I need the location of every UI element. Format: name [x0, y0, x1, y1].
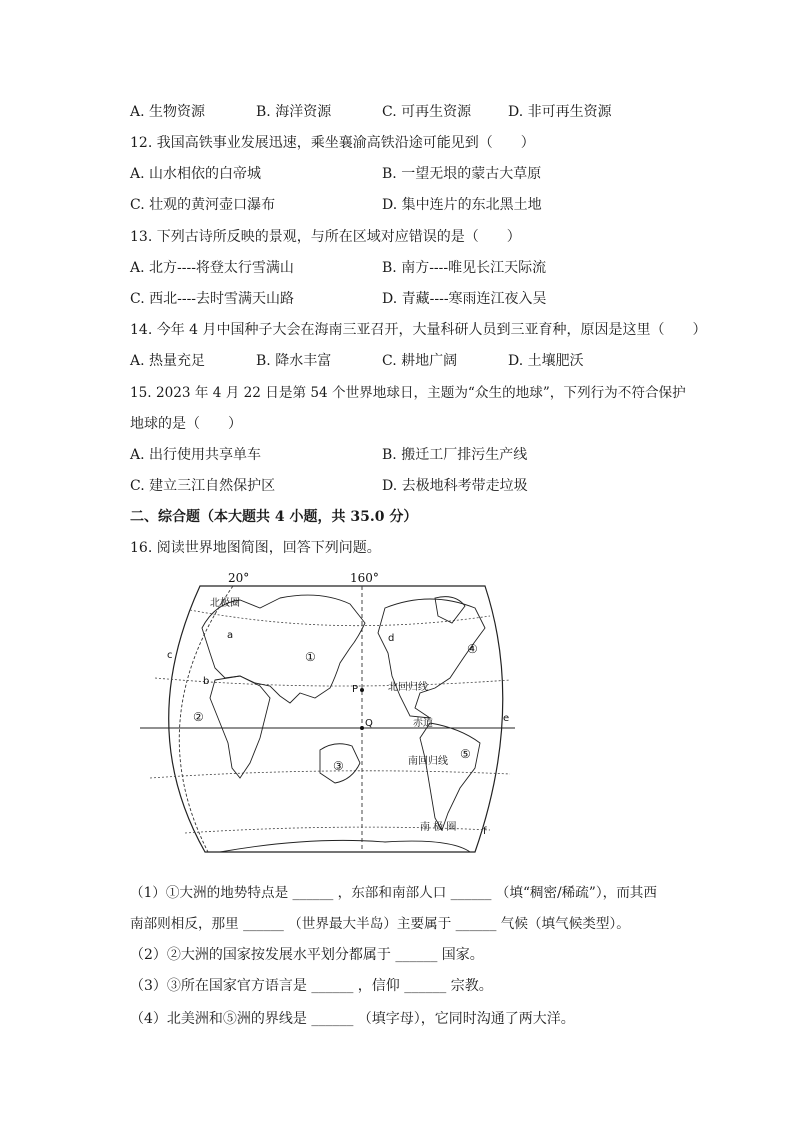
- q14-option-a: A. 热量充足: [130, 353, 206, 369]
- q16-sub1-line2: 南部则相反，那里 ______ （世界最大半岛）主要属于 ______ 气候（填气候类型）。: [130, 916, 630, 932]
- q14-stem: 14. 今年 4 月中国种子大会在海南三亚召开，大量科研人员到三亚育种，原因是这里（ ）: [130, 322, 707, 338]
- q13-option-a: A. 北方----将登太行雪满山: [130, 260, 294, 276]
- q13-stem: 13. 下列古诗所反映的景观，与所在区域对应错误的是（ ）: [130, 229, 521, 245]
- q11-option-a: A. 生物资源: [130, 104, 206, 120]
- continent-4-label: ④: [467, 642, 478, 656]
- q15-stem-line1: 15. 2023 年 4 月 22 日是第 54 个世界地球日，主题为“众生的地球”，下列行为不符合保护: [130, 385, 686, 401]
- label-e: e: [503, 713, 510, 724]
- q15-stem-line2: 地球的是（ ）: [130, 416, 242, 432]
- lon-20-label: 20°: [228, 571, 250, 585]
- world-map: [130, 568, 510, 870]
- continent-3-label: ③: [333, 759, 344, 773]
- q16-sub1-line1: （1）①大洲的地势特点是 ______ ，东部和南部人口 ______ （填“稠密/稀疏”），而其西: [130, 885, 657, 901]
- point-q-marker: [360, 726, 364, 730]
- continent-1-label: ①: [305, 650, 316, 664]
- tropic-capricorn-label: 南回归线: [408, 756, 448, 767]
- label-p: P: [352, 684, 359, 695]
- q11-option-d: D. 非可再生资源: [508, 104, 612, 120]
- q16-sub3: （3）③所在国家官方语言是 ______ ，信仰 ______ 宗教。: [130, 978, 493, 994]
- continent-5-label-visible: ⑤: [460, 747, 471, 761]
- label-a: a: [227, 630, 234, 641]
- label-q: Q: [365, 718, 373, 729]
- q16-sub4: （4）北美洲和⑤洲的界线是 ______ （填字母），它同时沟通了两大洋。: [130, 1011, 575, 1027]
- q11-option-c: C. 可再生资源: [382, 104, 472, 120]
- q14-option-c: C. 耕地广阔: [382, 353, 458, 369]
- q14-option-d: D. 土壤肥沃: [508, 353, 584, 369]
- q16-stem: 16. 阅读世界地图简图，回答下列问题。: [130, 540, 381, 556]
- q12-option-a: A. 山水相依的白帝城: [130, 166, 262, 182]
- label-f: f: [483, 826, 487, 837]
- continent-2-label: ②: [193, 710, 204, 724]
- label-c: c: [167, 650, 173, 661]
- q12-option-d: D. 集中连片的东北黑土地: [382, 197, 542, 213]
- antarctic-circle-label: 南 极 圈: [420, 822, 457, 833]
- lon-160-label: 160°: [350, 571, 379, 585]
- q14-option-b: B. 降水丰富: [256, 353, 332, 369]
- q15-option-b: B. 搬迁工厂排污生产线: [382, 447, 528, 463]
- tropic-cancer-label: 北回归线: [388, 682, 428, 693]
- q15-option-a: A. 出行使用共享单车: [130, 447, 262, 463]
- equator-label: 赤道: [413, 718, 433, 729]
- q13-option-c: C. 西北----去时雪满天山路: [130, 291, 295, 307]
- q12-stem: 12. 我国高铁事业发展迅速，乘坐襄渝高铁沿途可能见到（ ）: [130, 135, 535, 151]
- q12-option-c: C. 壮观的黄河壶口瀑布: [130, 197, 276, 213]
- q12-option-b: B. 一望无垠的蒙古大草原: [382, 166, 542, 182]
- q13-option-d: D. 青藏----寒雨连江夜入吴: [382, 291, 547, 307]
- section-heading: 二、综合题（本大题共 4 小题，共 35.0 分）: [130, 509, 418, 525]
- arctic-circle-label: 北极圈: [210, 598, 240, 609]
- q13-option-b: B. 南方----唯见长江天际流: [382, 260, 547, 276]
- q15-option-d: D. 去极地科考带走垃圾: [382, 478, 528, 494]
- q11-option-b: B. 海洋资源: [256, 104, 332, 120]
- point-p-marker: [360, 688, 364, 692]
- label-d: d: [388, 633, 395, 644]
- q16-sub2: （2）②大洲的国家按发展水平划分都属于 ______ 国家。: [130, 947, 484, 963]
- label-b: b: [203, 676, 210, 687]
- q15-option-c: C. 建立三江自然保护区: [130, 478, 276, 494]
